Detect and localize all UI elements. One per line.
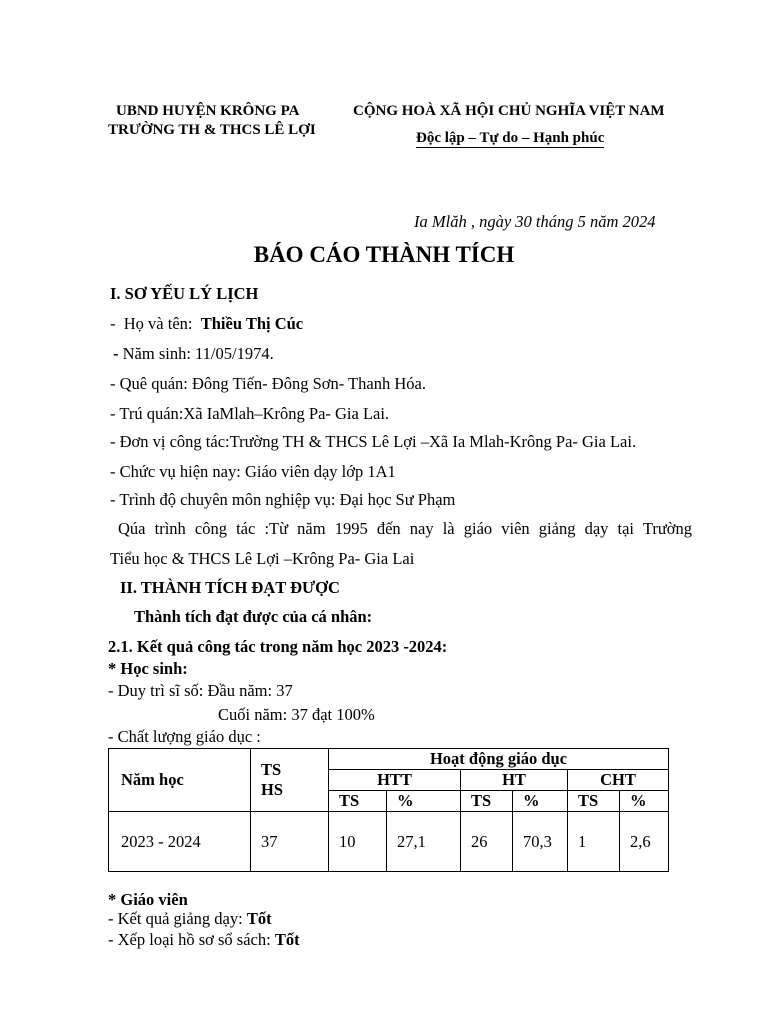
- section1-heading: I. SƠ YẾU LÝ LỊCH: [110, 284, 259, 303]
- header-year: Năm học: [109, 749, 251, 812]
- table-row: [109, 812, 669, 872]
- history-line-2: Tiểu học & THCS Lê Lợi –Krông Pa- Gia Lai: [110, 549, 415, 568]
- header-cht: CHT: [568, 770, 669, 791]
- teaching-result-label: - Kết quả giảng dạy:: [108, 909, 247, 928]
- header-htt: HTT: [329, 770, 461, 791]
- name-label: - Họ và tên:: [110, 314, 201, 333]
- birth-line: [113, 344, 274, 364]
- name-value: Thiều Thị Cúc: [200, 314, 304, 333]
- national-motto-text: Độc lập – Tự do – Hạnh phúc: [416, 130, 605, 146]
- sub-cht-ts: TS: [568, 791, 620, 812]
- table-header-row: [109, 749, 669, 770]
- sub-ht-ts: TS: [461, 791, 513, 812]
- header-total-line2: HS: [261, 780, 284, 799]
- header-total-line1: TS: [261, 760, 282, 779]
- cell-ht-pct: 70,3: [513, 812, 568, 872]
- sub-htt-pct: %: [387, 791, 461, 812]
- sub-ht-pct: %: [513, 791, 568, 812]
- cell-year: 2023 - 2024: [109, 812, 251, 872]
- cell-total: 37: [251, 812, 329, 872]
- national-title: CỘNG HOÀ XÃ HỘI CHỦ NGHĨA VIỆT NAM: [353, 103, 665, 119]
- position-line: - Chức vụ hiện nay: Giáo viên dạy lớp 1A1: [110, 462, 396, 481]
- cell-htt-pct: 27,1: [387, 812, 461, 872]
- workplace-line: - Đơn vị công tác:Trường TH & THCS Lê Lợi –Xã Ia Mlah-Krông Pa- Gia Lai.: [110, 432, 637, 451]
- teaching-result-value: Tốt: [246, 909, 272, 928]
- document-title: BÁO CÁO THÀNH TÍCH: [253, 242, 515, 267]
- education-results-table: [108, 748, 669, 872]
- cell-cht-pct: 2,6: [620, 812, 669, 872]
- item-2-1-heading: 2.1. Kết quả công tác trong năm học 2023 -2024:: [108, 637, 448, 656]
- students-heading: * Học sinh:: [108, 659, 188, 678]
- sub-cht-pct: %: [620, 791, 669, 812]
- name-line: [110, 314, 303, 334]
- school-name: TRƯỜNG TH & THCS LÊ LỢI: [108, 122, 316, 138]
- retention-line-2: Cuối năm: 37 đạt 100%: [218, 705, 375, 724]
- section2-heading: II. THÀNH TÍCH ĐẠT ĐƯỢC: [120, 578, 340, 597]
- cell-htt-ts: 10: [329, 812, 387, 872]
- cell-ht-ts: 26: [461, 812, 513, 872]
- date-line: Ia Mlăh , ngày 30 tháng 5 năm 2024: [414, 212, 656, 231]
- residence-line: - Trú quán:Xã IaMlah–Krông Pa- Gia Lai.: [110, 404, 390, 423]
- records-label: - Xếp loại hồ sơ sổ sách:: [108, 930, 275, 949]
- national-motto: [416, 130, 604, 147]
- birth-dash: -: [113, 344, 119, 363]
- header-activity-group: Hoạt động giáo dục: [329, 749, 669, 770]
- birth-text: Năm sinh: 11/05/1974.: [118, 344, 274, 363]
- header-total-students: [251, 749, 329, 812]
- records-value: Tốt: [274, 930, 300, 949]
- sub-htt-ts: TS: [329, 791, 387, 812]
- cell-cht-ts: 1: [568, 812, 620, 872]
- hometown-line: - Quê quán: Đông Tiến- Đông Sơn- Thanh Hóa.: [110, 374, 426, 393]
- agency-name: UBND HUYỆN KRÔNG PA: [116, 103, 300, 119]
- header-ht: HT: [461, 770, 568, 791]
- history-line-1: Qúa trình công tác :Từ năm 1995 đến nay là giáo viên giảng dạy tại Trường: [118, 519, 692, 538]
- section2-subheading: Thành tích đạt được của cá nhân:: [134, 607, 373, 626]
- retention-line-1: - Duy trì sĩ số: Đầu năm: 37: [108, 681, 293, 700]
- teaching-result-line: [108, 909, 272, 929]
- records-line: [108, 930, 300, 950]
- qualification-line: - Trình độ chuyên môn nghiệp vụ: Đại học Sư Phạm: [110, 490, 456, 509]
- teacher-heading: * Giáo viên: [108, 890, 188, 909]
- quality-label: - Chất lượng giáo dục :: [108, 727, 261, 746]
